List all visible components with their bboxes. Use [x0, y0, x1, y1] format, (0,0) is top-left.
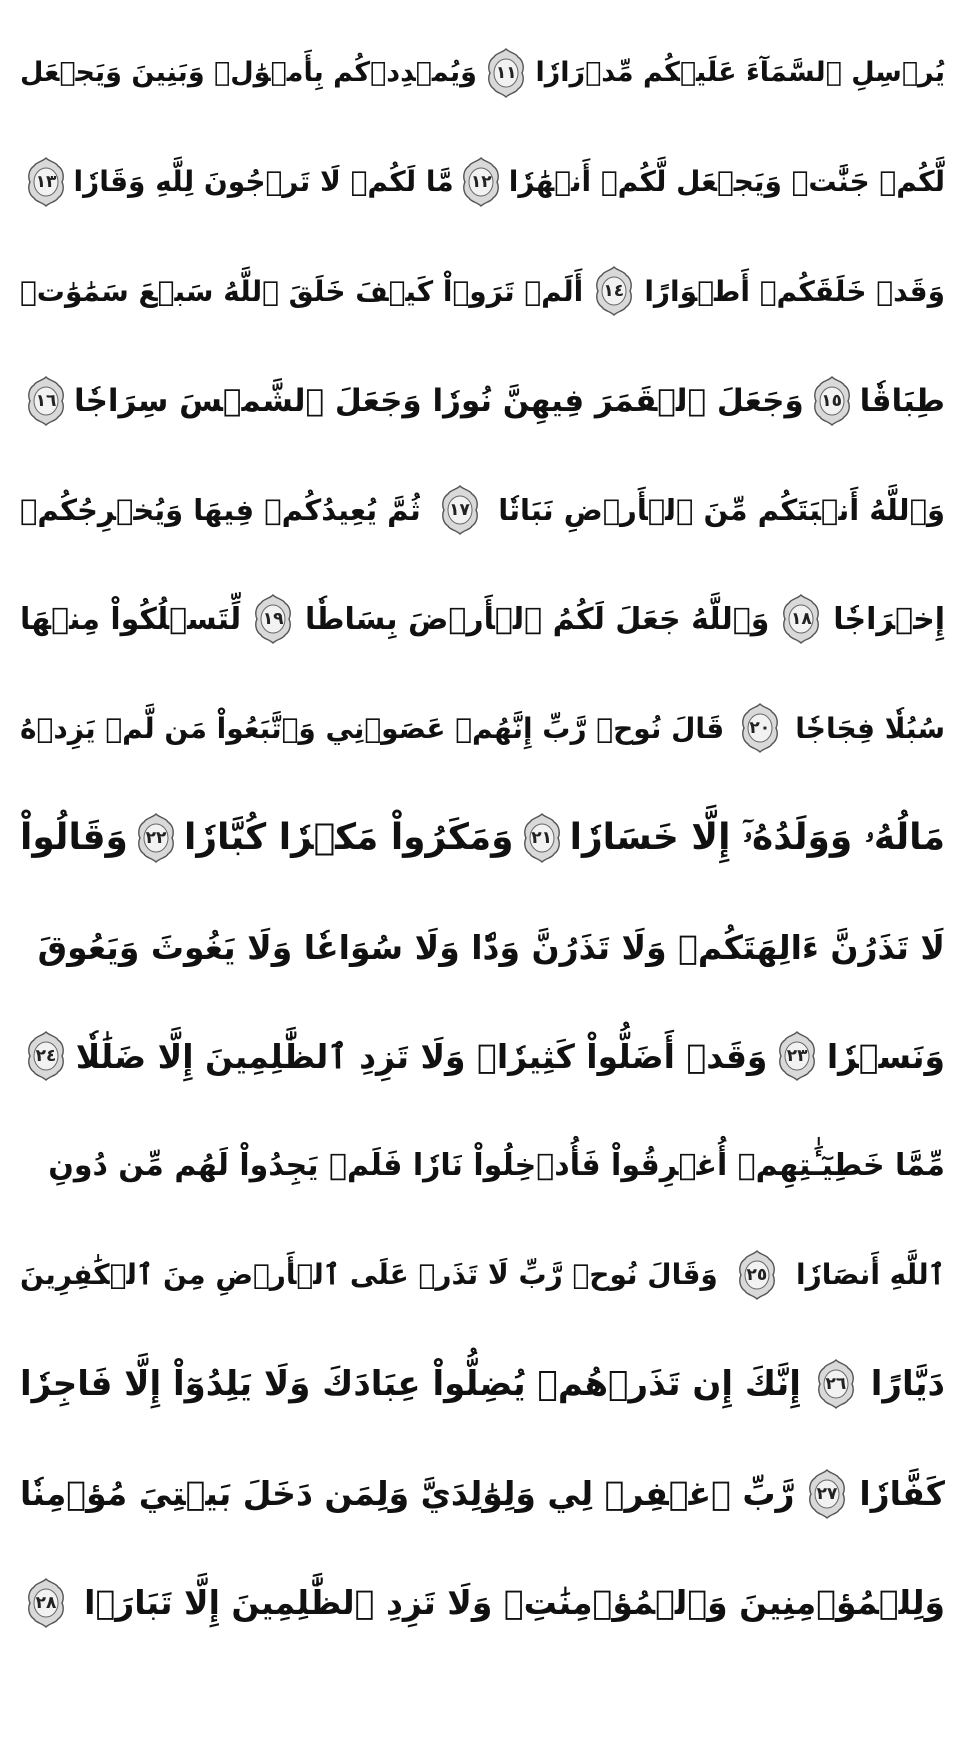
verse-line — [20, 564, 945, 673]
verse-text: وَقَدۡ خَلَقَكُمۡ أَطۡوَارًا — [644, 274, 945, 308]
ayah-number-marker — [26, 156, 66, 208]
ayah-number: ٢٢ — [145, 827, 167, 848]
ayah-number: ٢٤ — [35, 1046, 57, 1067]
verse-line — [20, 1111, 945, 1220]
verse-text: لَّكُمۡ جَنَّٰتٖ وَيَجۡعَل لَّكُمۡ أَنۡهَٰرٗا — [508, 165, 945, 199]
ayah-number: ١٦ — [35, 390, 57, 411]
ayah-number-marker — [812, 375, 852, 427]
ayah-number: ٢٨ — [35, 1592, 57, 1613]
verse-line — [20, 455, 945, 564]
verse-line — [20, 18, 945, 127]
ayah-number-marker — [807, 1468, 847, 1520]
ayah-number: ٢١ — [531, 827, 552, 848]
ayah-number: ١٢ — [470, 171, 492, 192]
ayah-number-marker — [136, 812, 176, 864]
ayah-number: ١٧ — [449, 499, 470, 520]
verse-text: سُبُلٗا فِجَاجٗا — [795, 711, 945, 745]
verse-text: طِبَاقٗا — [859, 382, 945, 419]
verse-text: وَجَعَلَ ٱلۡقَمَرَ فِيهِنَّ نُورٗا وَجَعَلَ ٱلشَّمۡسَ سِرَاجٗا — [73, 382, 804, 419]
ayah-number: ١١ — [495, 62, 517, 83]
verse-text: أَلَمۡ تَرَوۡاْ كَيۡفَ خَلَقَ ٱللَّهُ سَبۡعَ سَمَٰوَٰتٖ — [20, 274, 584, 308]
ayah-number: ١٣ — [35, 171, 57, 192]
verse-line — [20, 1548, 945, 1657]
verse-line — [20, 892, 945, 1001]
verse-text: كَفَّارٗا — [859, 1474, 945, 1513]
verse-line — [20, 127, 945, 236]
ayah-number-marker — [781, 593, 821, 645]
ayah-number-marker — [594, 265, 634, 317]
ayah-number: ١٥ — [821, 390, 843, 411]
verse-line — [20, 674, 945, 783]
verse-text: إِخۡرَاجٗا — [833, 601, 945, 637]
verse-line — [20, 1002, 945, 1111]
verse-text: ثُمَّ يُعِيدُكُمۡ فِيهَا وَيُخۡرِجُكُمۡ — [20, 492, 421, 527]
ayah-number-marker — [777, 1030, 817, 1082]
verse-line — [20, 1220, 945, 1329]
verse-text: مِّمَّا خَطِيٓـَٰٔتِهِمۡ أُغۡرِقُواْ فَأُدۡخِلُواْ نَارٗا فَلَمۡ يَجِدُواْ لَهُم مِّن دُونِ — [48, 1148, 945, 1184]
verse-text: وَقَدۡ أَضَلُّواْ كَثِيرٗاۖ وَلَا تَزِدِ ٱلظَّٰلِمِينَ إِلَّا ضَلَٰلٗا — [75, 1036, 768, 1076]
verse-text: قَالَ نُوحٞ رَّبِّ إِنَّهُمۡ عَصَوۡنِي وَٱتَّبَعُواْ مَن لَّمۡ يَزِدۡهُ — [20, 711, 725, 745]
verse-text: يُرۡسِلِ ٱلسَّمَآءَ عَلَيۡكُم مِّدۡرَارٗا — [535, 57, 945, 89]
verse-text: مَالُهُۥ وَوَلَدُهُۥٓ إِلَّا خَسَارٗا — [569, 816, 945, 858]
ayah-number-marker — [26, 375, 66, 427]
verse-text: رَّبِّ ٱغۡفِرۡ لِي وَلِوَٰلِدَيَّ وَلِمَن دَخَلَ بَيۡتِيَ مُؤۡمِنٗا — [20, 1474, 795, 1513]
ayah-number: ٢٣ — [786, 1046, 808, 1067]
verse-text: وَٱللَّهُ أَنۢبَتَكُم مِّنَ ٱلۡأَرۡضِ نَبَاتٗا — [498, 492, 945, 527]
verse-text: إِنَّكَ إِن تَذَرۡهُمۡ يُضِلُّواْ عِبَادَكَ وَلَا يَلِدُوٓاْ إِلَّا فَاجِرٗا — [20, 1364, 801, 1405]
ayah-number: ٢٠ — [749, 718, 771, 739]
verse-text: مَّا لَكُمۡ لَا تَرۡجُونَ لِلَّهِ وَقَارٗا — [73, 165, 454, 199]
ayah-number-marker — [486, 47, 526, 99]
verse-text: ٱللَّهِ أَنصَارٗا — [795, 1258, 945, 1292]
ayah-number-marker — [740, 702, 780, 754]
verse-text: وَنَسۡرٗا — [826, 1036, 945, 1076]
ayah-number-marker — [26, 1577, 66, 1629]
ayah-number: ١٩ — [262, 609, 284, 630]
verse-text: دَيَّارًا — [870, 1364, 945, 1405]
verse-line — [20, 237, 945, 346]
verse-line — [20, 346, 945, 455]
ayah-number: ١٤ — [603, 281, 625, 302]
verse-text: وَلِلۡمُؤۡمِنِينَ وَٱلۡمُؤۡمِنَٰتِۖ وَلَا تَزِدِ ٱلظَّٰلِمِينَ إِلَّا تَبَارَۢا — [84, 1583, 945, 1623]
verse-text: لَا تَذَرُنَّ ءَالِهَتَكُمۡ وَلَا تَذَرُنَّ وَدّٗا وَلَا سُوَاعٗا وَلَا يَغُوثَ وَيَعُوقَ — [37, 927, 945, 967]
verse-text: وَمَكَرُواْ مَكۡرٗا كُبَّارٗا — [183, 817, 514, 859]
ayah-number-marker — [26, 1030, 66, 1082]
ayah-number: ١٨ — [790, 609, 812, 630]
ayah-number-marker — [522, 812, 562, 864]
verse-text: وَقَالُواْ — [20, 817, 128, 859]
verse-line — [20, 1330, 945, 1439]
ayah-number: ٢٦ — [825, 1374, 847, 1395]
ayah-number-marker — [461, 156, 501, 208]
ayah-number-marker — [816, 1358, 856, 1410]
ayah-number: ٢٧ — [816, 1483, 838, 1504]
verse-text: وَقَالَ نُوحٞ رَّبِّ لَا تَذَرۡ عَلَى ٱلۡأَرۡضِ مِنَ ٱلۡكَٰفِرِينَ — [20, 1258, 718, 1292]
verse-text: وَٱللَّهُ جَعَلَ لَكُمُ ٱلۡأَرۡضَ بِسَاطٗا — [304, 601, 770, 637]
verse-text: لِّتَسۡلُكُواْ مِنۡهَا — [20, 601, 242, 637]
ayah-number-marker — [737, 1249, 777, 1301]
ayah-number: ٢٥ — [746, 1264, 768, 1285]
ayah-number-marker — [253, 593, 293, 645]
ayah-number-marker — [440, 484, 480, 536]
verse-text: وَيُمۡدِدۡكُم بِأَمۡوَٰلٖ وَبَنِينَ وَيَجۡعَل — [20, 57, 477, 89]
verse-line — [20, 1439, 945, 1548]
verse-line — [20, 783, 945, 892]
